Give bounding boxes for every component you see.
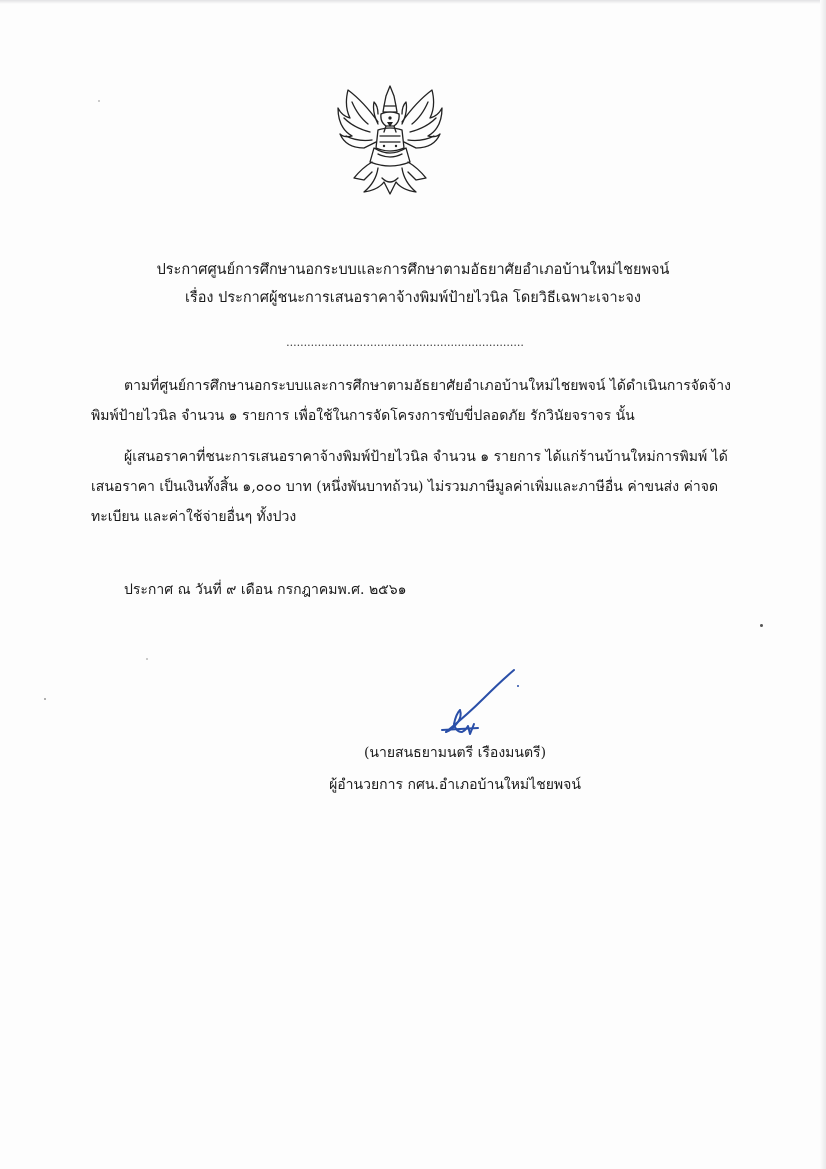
announcement-date: ประกาศ ณ วันที่ ๙ เดือน กรกฎาคมพ.ศ. ๒๕๖๑ [124, 582, 407, 598]
scan-edge-top [0, 0, 826, 4]
scan-speck [44, 698, 46, 700]
announcement-subject: เรื่อง ประกาศผู้ชนะการเสนอราคาจ้างพิมพ์ป้ายไวนิล โดยวิธีเฉพาะเจาะจง [184, 290, 642, 306]
signatory-name: (นายสนธยามนตรี เรืองมนตรี) [363, 745, 547, 761]
scan-speck [98, 100, 100, 102]
separator-line: .................................................................... [286, 336, 524, 349]
signatory-position: ผู้อำนวยการ กศน.อำเภอบ้านใหม่ไชยพจน์ [329, 777, 581, 793]
paragraph2-line2: เสนอราคา เป็นเงินทั้งสิ้น ๑,๐๐๐ บาท (หนึ่งพันบาทถ้วน) ไม่รวมภาษีมูลค่าเพิ่มและภาษีอื่น ค่าขนส่ง ค่าจด [91, 479, 719, 495]
announcement-title: ประกาศศูนย์การศึกษานอกระบบและการศึกษาตามอัธยาศัยอำเภอบ้านใหม่ไชยพจน์ [156, 262, 670, 278]
handwritten-signature-icon [438, 664, 524, 742]
scan-edge-right [820, 0, 826, 1169]
scan-speck [760, 624, 763, 627]
paragraph1-line1: ตามที่ศูนย์การศึกษานอกระบบและการศึกษาตามอัธยาศัยอำเภอบ้านใหม่ไชยพจน์ ได้ดำเนินการจัดจ้าง [124, 378, 731, 394]
paragraph2-line1: ผู้เสนอราคาที่ชนะการเสนอราคาจ้างพิมพ์ป้ายไวนิล จำนวน ๑ รายการ ได้แก่ร้านบ้านใหม่การพิมพ์ ได้ [124, 449, 728, 465]
garuda-emblem-icon [334, 82, 446, 200]
scan-speck [146, 658, 148, 660]
paragraph1-line2: พิมพ์ป้ายไวนิล จำนวน ๑ รายการ เพื่อใช้ในการจัดโครงการขับขี่ปลอดภัย รักวินัยจราจร นั้น [91, 408, 635, 424]
paragraph2-line3: ทะเบียน และค่าใช้จ่ายอื่นๆ ทั้งปวง [91, 509, 297, 525]
